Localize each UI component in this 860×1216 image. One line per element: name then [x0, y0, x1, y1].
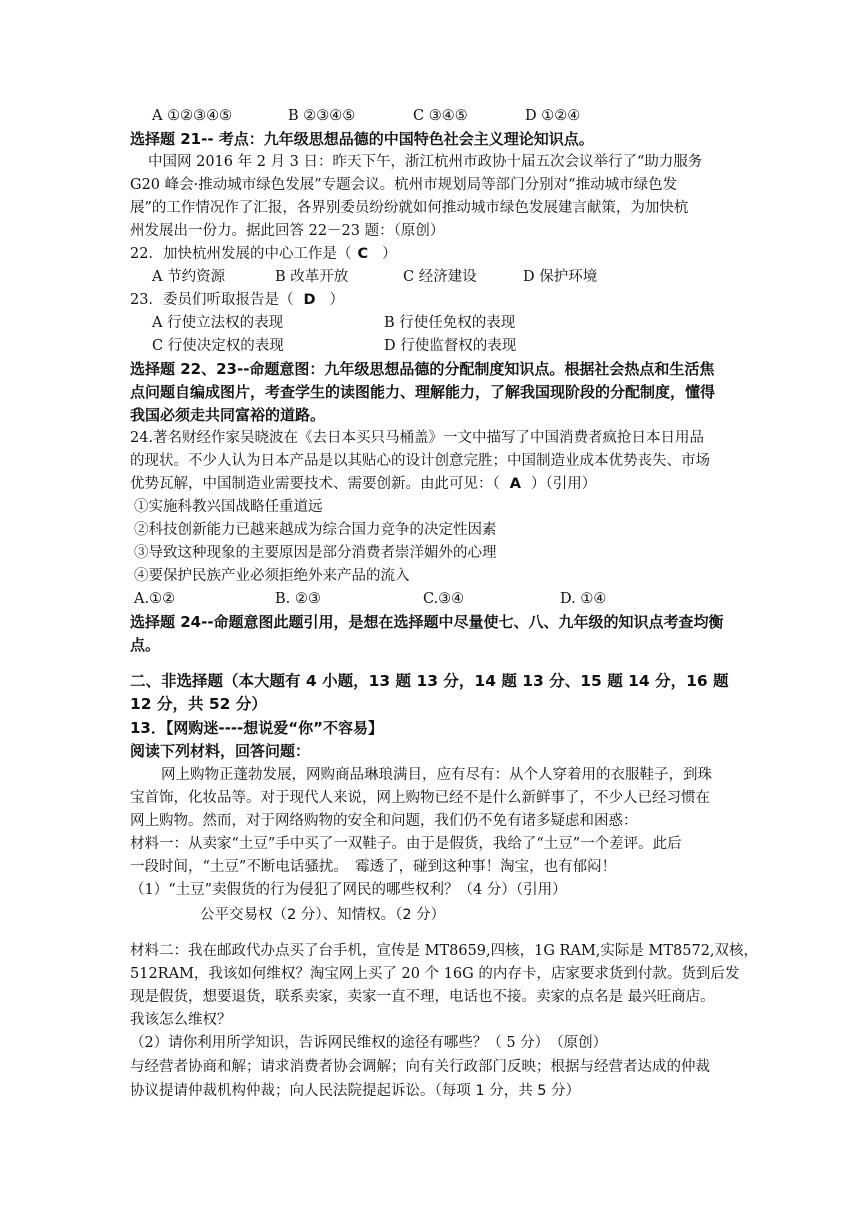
q22-option-c: C 经济建设 [403, 269, 477, 285]
q13-intro-line: 网上购物正蓬勃发展，网购商品琳琅满目，应有尽有：从个人穿着用的衣服鞋子，到珠 [161, 767, 712, 783]
question-24-line [130, 473, 596, 495]
q24-item: ①实施科教兴国战略任重道远 [134, 499, 323, 515]
q24-item: ③导致这种现象的主要原因是部分消费者崇洋媚外的心理 [134, 545, 497, 561]
note-22-23-line: 点问题自编成图片，考查学生的读图能力、理解能力，了解我国现阶段的分配制度，懂得 [130, 383, 716, 401]
q22-option-b: B 改革开放 [275, 269, 349, 285]
q23-option-c: C 行使决定权的表现 [152, 338, 284, 354]
q13-intro-line: 宝首饰，化妆品等。对于现代人来说，网上购物已经不是什么新鲜事了，不少人已经习惯在 [130, 790, 710, 806]
q23-answer: D [303, 292, 316, 308]
q20-option-b: B ②③④⑤ [288, 108, 356, 124]
q22-option-a: A 节约资源 [152, 269, 226, 285]
q24-options [0, 588, 860, 610]
q23-stem-a: 23．委员们听取报告是（ [130, 292, 294, 308]
q23-option-b: B 行使任免权的表现 [384, 315, 516, 331]
q13-instruction: 阅读下列材料，回答问题： [130, 742, 311, 760]
q24-line3-b: ）（引用） [530, 476, 597, 492]
passage-22-line: G20 峰会·推动城市绿色发展”专题会议。杭州市规划局等部门分别对“推动城市绿色发 [130, 177, 678, 193]
section-2-heading: 12 分，共 52 分） [130, 695, 267, 713]
q13-intro-line: 网上购物。然而，对于网络购物的安全和问题，我们仍不免有诸多疑虑和困惑： [130, 813, 638, 829]
note-24-line: 点。 [130, 636, 161, 654]
passage-22-line: 州发展出一份力。据此回答 22－23 题：（原创） [130, 223, 445, 239]
q13-material2-line: 现是假货，想要退货，联系卖家，卖家一直不理，电话也不接。卖家的点名是 最兴旺商店。 [130, 989, 715, 1005]
question-24-line: 24.著名财经作家吴晓波在《去日本买只马桶盖》一文中描写了中国消费者疯抢日本日用品 [130, 430, 705, 446]
question-24-line: 的现状。不少人认为日本产品是以其贴心的设计创意完胜；中国制造业成本优势丧失、市场 [130, 453, 710, 469]
passage-22-line: 展”的工作情况作了汇报，各界别委员纷纷就如何推动城市绿色发展建言献策，为加快杭 [130, 200, 689, 216]
note-21: 选择题 21-- 考点：九年级思想品德的中国特色社会主义理论知识点。 [130, 130, 594, 148]
q13-answer-1: 公平交易权（2 分）、知情权。（2 分） [200, 907, 446, 923]
q23-stem-b: ） [329, 292, 344, 308]
q20-option-c: C ③④⑤ [413, 108, 468, 124]
q13-answer-2-line: 协议提请仲裁机构仲裁；向人民法院提起诉讼。（每项 1 分，共 5 分） [130, 1083, 581, 1099]
q24-item: ②科技创新能力已越来越成为综合国力竞争的决定性因素 [134, 522, 497, 538]
q24-option-b: B. ②③ [275, 591, 321, 607]
q22-stem-b: ） [382, 246, 397, 262]
q23-option-d: D 行使监督权的表现 [384, 338, 517, 354]
note-22-23-line: 我国必须走共同富裕的道路。 [130, 406, 326, 424]
q13-title: 13．【网购迷----想说爱“你”不容易】 [130, 719, 383, 737]
q13-material2-line: 我该怎么维权？ [130, 1012, 232, 1028]
q13-material1-line: 材料一：从卖家“土豆”手中买了一双鞋子。由于是假货，我给了“土豆”一个差评。此后 [130, 836, 682, 852]
q24-option-c: C.③④ [423, 591, 465, 607]
note-22-23-line: 选择题 22、23--命题意图：九年级思想品德的分配制度知识点。根据社会热点和生活焦 [130, 360, 715, 378]
q13-material2-line: 512RAM，我该如何维权？淘宝网上买了 20 个 16G 的内存卡，店家要求货到付款。货到后发 [130, 966, 740, 982]
q24-option-a: A.①② [134, 591, 176, 607]
q23-option-a: A 行使立法权的表现 [152, 315, 284, 331]
q13-answer-2-line: 与经营者协商和解；请求消费者协会调解；向有关行政部门反映；根据与经营者达成的仲裁 [130, 1059, 710, 1075]
q20-option-d: D ①②④ [525, 108, 581, 124]
q13-sub-question-2: （2）请你利用所学知识，告诉网民维权的途径有哪些？（ 5 分） （原创） [130, 1035, 608, 1051]
passage-22-line: 中国网 2016 年 2 月 3 日：昨天下午，浙江杭州市政协十届五次会议举行了“助力服务 [148, 154, 703, 170]
q20-option-a: A ①②③④⑤ [152, 108, 233, 124]
q22-stem-a: 22．加快杭州发展的中心工作是（ [130, 246, 352, 262]
note-24-line: 选择题 24--命题意图此题引用，是想在选择题中尽量使七、八、九年级的知识点考查均衡 [130, 613, 724, 631]
q22-options [0, 266, 860, 288]
q24-line3-a: 优势瓦解，中国制造业需要技术、需要创新。由此可见：（ [130, 476, 500, 492]
q13-sub-question-1: （1）“土豆”卖假货的行为侵犯了网民的哪些权利？（4 分）（引用） [130, 882, 567, 898]
q22-option-d: D 保护环境 [523, 269, 598, 285]
q23-options-row1 [0, 312, 860, 334]
q24-option-d: D. ①④ [560, 591, 607, 607]
q23-options-row2 [0, 335, 860, 357]
q13-material1-line: 一段时间，“土豆”不断电话骚扰。 霉透了，碰到这种事！淘宝，也有郁闷！ [130, 859, 617, 875]
section-2-heading: 二、非选择题（本大题有 4 小题，13 题 13 分，14 题 13 分、15 题 14 分，16 题 [130, 672, 729, 690]
q20-options [0, 105, 860, 127]
q24-item: ④要保护民族产业必须拒绝外来产品的流入 [134, 568, 410, 584]
q22-answer: C [357, 246, 369, 262]
q24-answer: A [509, 476, 521, 492]
question-22-stem [130, 243, 397, 265]
question-23-stem [130, 289, 344, 311]
q13-material2-line: 材料二：我在邮政代办点买了台手机，宣传是 MT8659,四核，1G RAM,实际是 MT8572,双核， [130, 943, 759, 959]
